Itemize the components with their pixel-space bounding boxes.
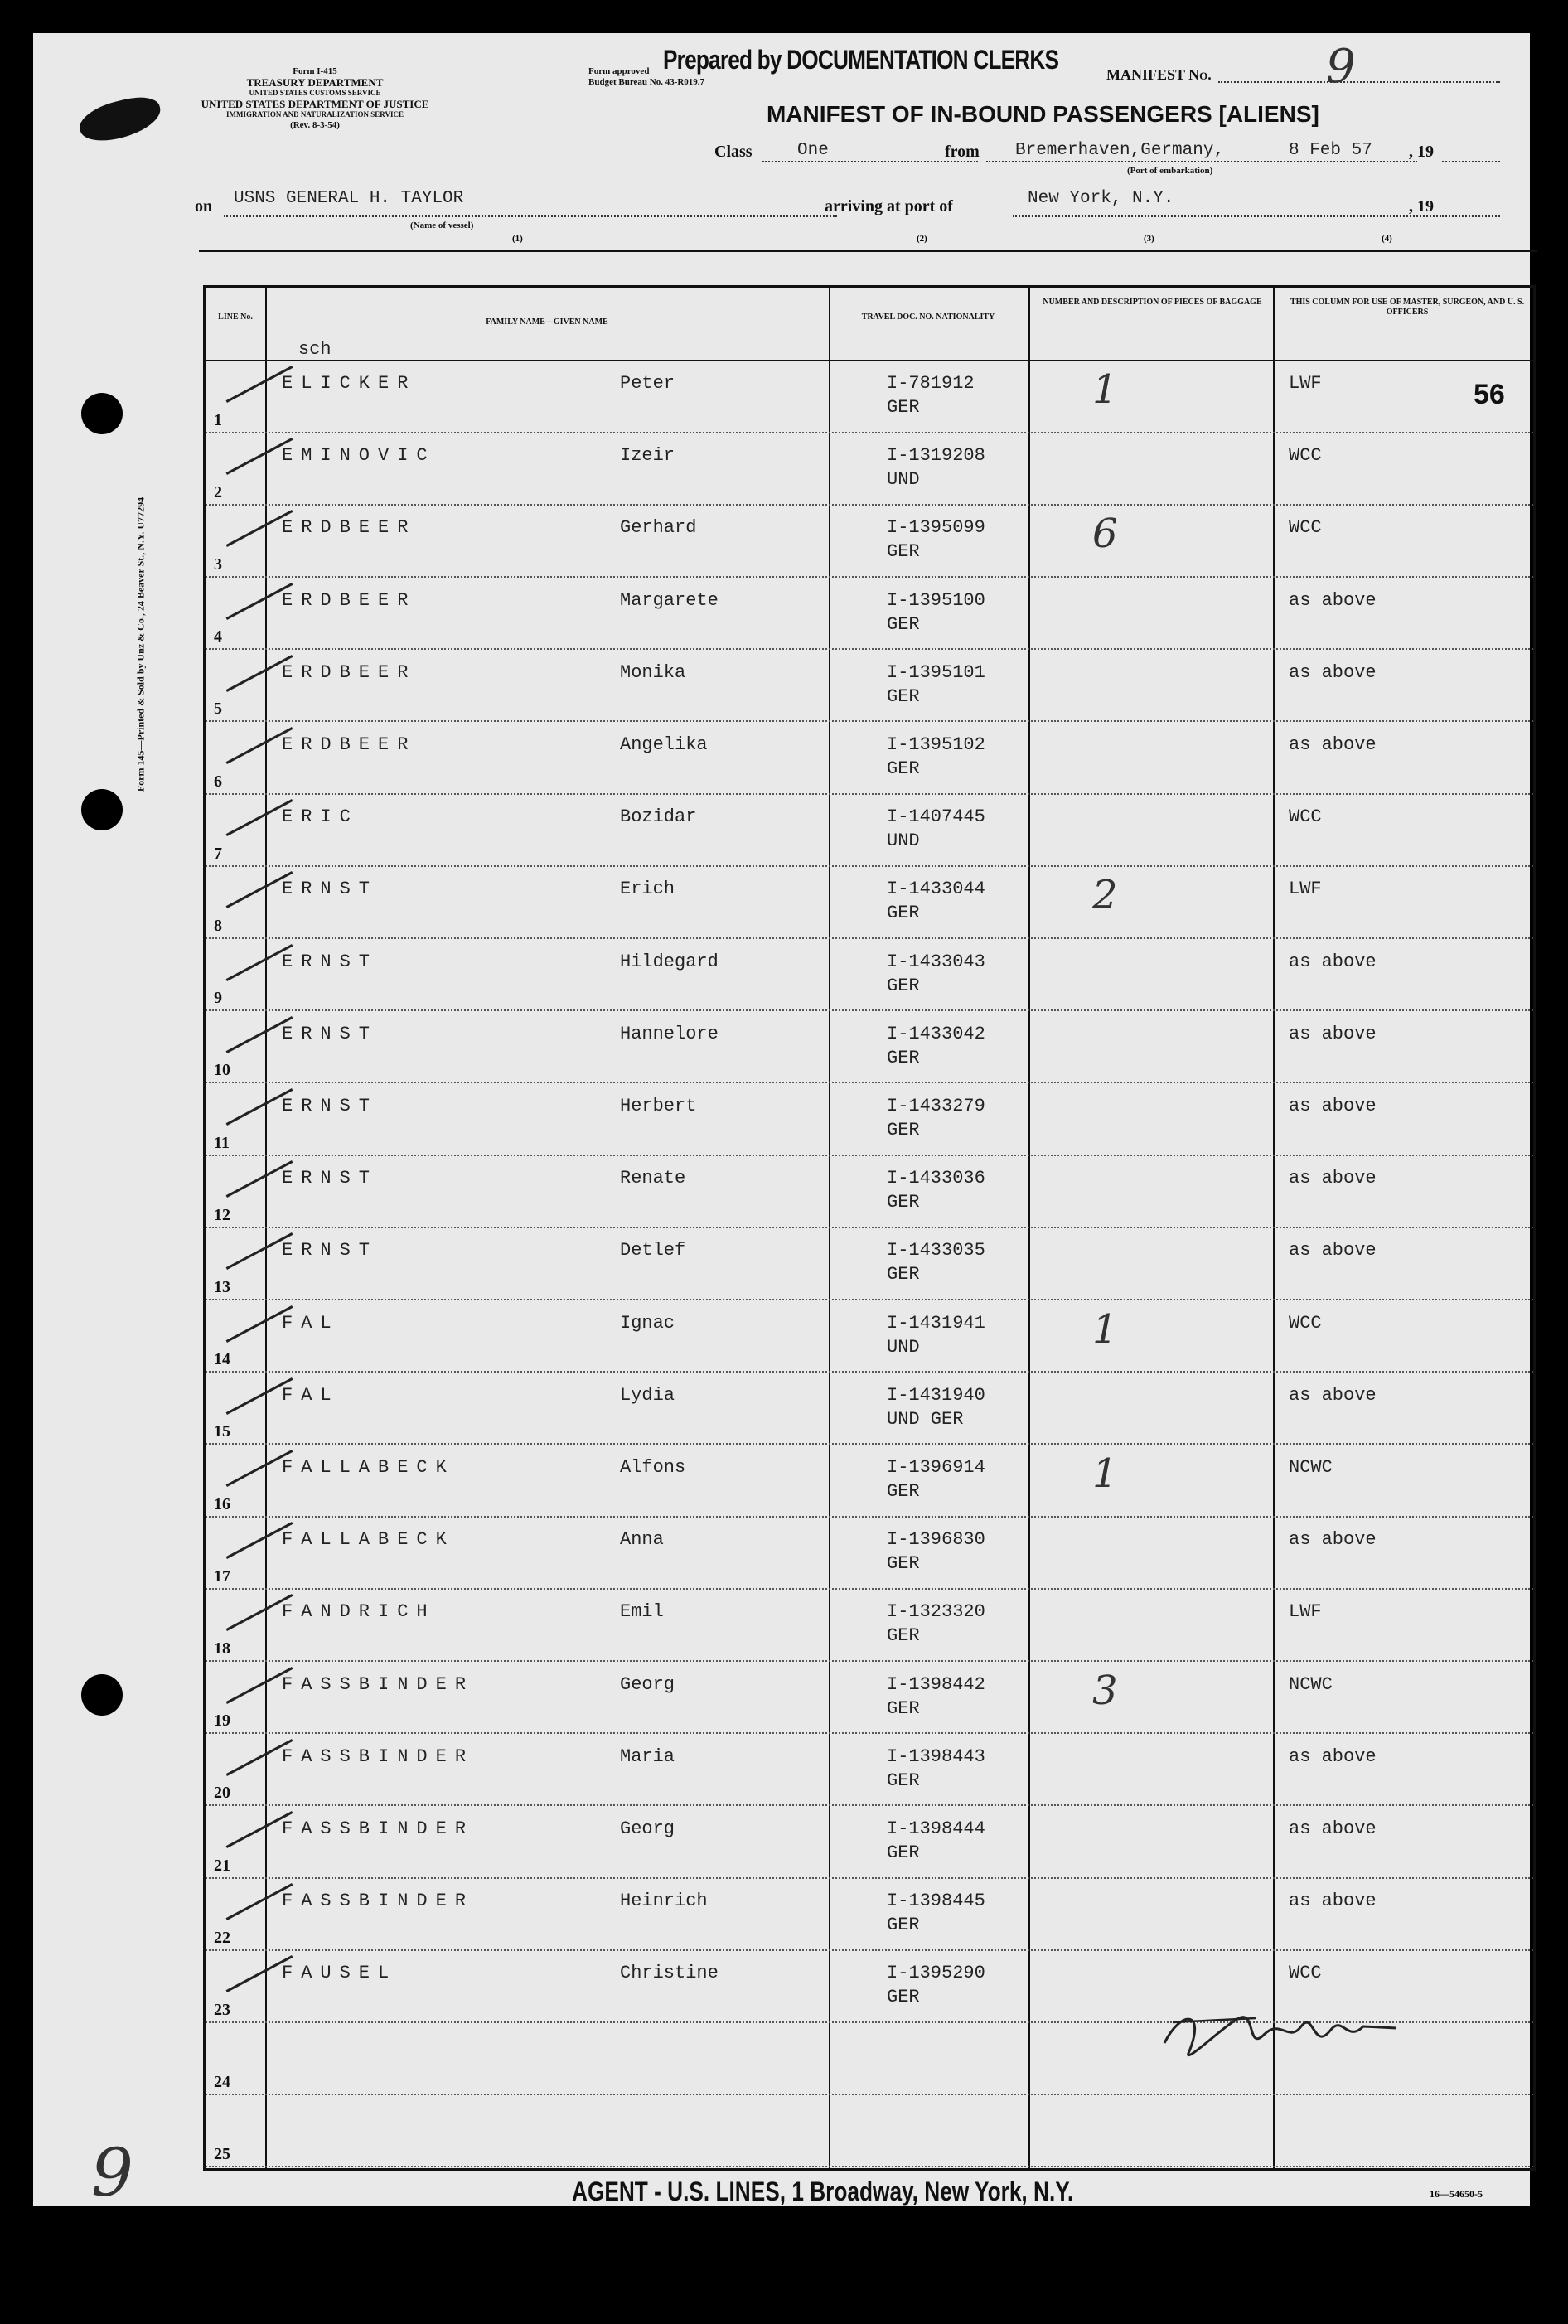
family-name: ERDBEER — [282, 517, 417, 539]
line-number: 8 — [214, 916, 222, 935]
table-row — [206, 1373, 1533, 1445]
manifest-no-value: 9 — [1326, 40, 1356, 94]
col-index-1: (1) — [512, 234, 523, 244]
officer-note: WCC — [1289, 517, 1322, 539]
arriving-line — [1013, 215, 1444, 217]
table-row — [206, 506, 1533, 578]
year-suffix: , 19 — [1409, 143, 1434, 161]
punch-hole — [81, 1674, 123, 1716]
given-name: Alfons — [620, 1457, 686, 1478]
table-row — [206, 1445, 1533, 1518]
family-name: ERNST — [282, 1168, 379, 1189]
customs-service: UNITED STATES CUSTOMS SERVICE — [249, 89, 381, 97]
nationality: GER — [887, 903, 920, 924]
officer-note: WCC — [1289, 806, 1322, 828]
travel-doc-no: I-1395102 — [887, 734, 985, 755]
family-name: ERNST — [282, 1096, 379, 1116]
given-name: Detlef — [620, 1240, 686, 1261]
form-code: 16—54650-5 — [1430, 2188, 1483, 2200]
travel-doc-no: I-1396830 — [887, 1529, 985, 1551]
line-number: 5 — [214, 700, 222, 719]
family-name: FANDRICH — [282, 1601, 436, 1623]
family-name: ERNST — [282, 1023, 379, 1044]
punch-hole — [81, 789, 123, 830]
prepared-by: Prepared by DOCUMENTATION CLERKS — [663, 45, 1059, 75]
family-name: ERNST — [282, 951, 379, 972]
ink-blot-icon — [75, 92, 165, 148]
table-row — [206, 1301, 1533, 1373]
family-name: FASSBINDER — [282, 1745, 475, 1767]
baggage-count: 2 — [1092, 872, 1118, 919]
travel-doc-no: I-1323320 — [887, 1601, 985, 1623]
officer-note: as above — [1289, 1745, 1377, 1767]
nationality: GER — [887, 1120, 920, 1140]
nationality: UND — [887, 830, 920, 852]
family-name: ERDBEER — [282, 661, 417, 683]
given-name: Anna — [620, 1529, 664, 1551]
line-number: 3 — [214, 554, 222, 574]
from-line — [986, 161, 1417, 162]
nationality: GER — [887, 613, 920, 635]
table-row — [206, 1228, 1533, 1300]
officer-note: as above — [1289, 1023, 1377, 1044]
justice-dept: UNITED STATES DEPARTMENT OF JUSTICE — [201, 98, 429, 110]
baggage-count: 1 — [1092, 1450, 1118, 1497]
travel-doc-no: I-1433279 — [887, 1096, 985, 1116]
officer-note: as above — [1289, 1891, 1377, 1912]
nationality: GER — [887, 1915, 920, 1936]
agency-block — [191, 66, 439, 131]
family-name: ELICKER — [282, 373, 417, 394]
given-name: Christine — [620, 1963, 719, 1984]
given-name: Emil — [620, 1601, 664, 1623]
baggage-count: 1 — [1092, 366, 1118, 413]
given-name: Renate — [620, 1168, 686, 1189]
manifest-no-label: MANIFEST No. — [1106, 66, 1212, 83]
travel-doc-no: I-1396914 — [887, 1457, 985, 1478]
officer-note: as above — [1289, 1384, 1377, 1406]
officer-note: WCC — [1289, 1312, 1322, 1334]
family-name: FALLABECK — [282, 1529, 455, 1551]
header-rule — [199, 250, 1537, 252]
nationality: GER — [887, 758, 920, 779]
header-line-no: LINE No. — [218, 312, 253, 322]
vessel-line — [224, 215, 837, 217]
line-number: 17 — [214, 1566, 230, 1586]
line-number: 10 — [214, 1061, 230, 1080]
given-name: Erich — [620, 879, 675, 900]
header-officers: THIS COLUMN FOR USE OF MASTER, SURGEON, AND U. S. OFFICERS — [1290, 298, 1525, 317]
travel-doc-no: I-1407445 — [887, 806, 985, 828]
officer-note: as above — [1289, 1818, 1377, 1839]
nationality: GER — [887, 1770, 920, 1791]
given-name: Ignac — [620, 1312, 675, 1334]
manifest-title: MANIFEST OF IN-BOUND PASSENGERS [ALIENS] — [767, 101, 1319, 127]
family-name: FASSBINDER — [282, 1891, 475, 1912]
nationality: UND — [887, 469, 920, 491]
table-body — [206, 361, 1533, 2168]
family-name: ERNST — [282, 1240, 379, 1261]
table-row — [206, 361, 1533, 433]
travel-doc-no: I-1433035 — [887, 1240, 985, 1261]
line-number: 1 — [214, 410, 222, 429]
baggage-count: 6 — [1092, 511, 1118, 558]
given-name: Hildegard — [620, 951, 719, 972]
year-line — [1442, 161, 1500, 162]
travel-doc-no: I-781912 — [887, 373, 975, 394]
table-row — [206, 1518, 1533, 1590]
treasury-dept: TREASURY DEPARTMENT — [246, 76, 384, 89]
form-number: Form I-415 — [293, 66, 337, 76]
nationality: GER — [887, 1047, 920, 1068]
officer-note: as above — [1289, 734, 1377, 755]
table-row — [206, 433, 1533, 506]
family-name: FALLABECK — [282, 1457, 455, 1478]
nationality: GER — [887, 1842, 920, 1863]
travel-doc-no: I-1398444 — [887, 1818, 985, 1839]
officer-note: LWF — [1289, 879, 1322, 900]
header-name: FAMILY NAME—GIVEN NAME — [486, 317, 608, 327]
table-row — [206, 867, 1533, 939]
nationality: GER — [887, 1553, 920, 1575]
on-label: on — [195, 197, 213, 215]
line-number: 18 — [214, 1639, 230, 1658]
table-row — [206, 2096, 1533, 2168]
form-approved: Form approved — [588, 66, 650, 76]
travel-doc-no: I-1395101 — [887, 661, 985, 683]
class-value: One — [797, 141, 829, 160]
nationality: GER — [887, 541, 920, 563]
col-index-4: (4) — [1382, 234, 1392, 244]
nationality: GER — [887, 685, 920, 707]
officer-note: as above — [1289, 1096, 1377, 1116]
revision: (Rev. 8-3-54) — [290, 120, 340, 130]
officer-note: as above — [1289, 1529, 1377, 1551]
table-row — [206, 1156, 1533, 1228]
line-number: 16 — [214, 1494, 230, 1513]
given-name: Georg — [620, 1673, 675, 1695]
officer-note: as above — [1289, 951, 1377, 972]
given-name: Lydia — [620, 1384, 675, 1406]
travel-doc-no: I-1431941 — [887, 1312, 985, 1334]
line-number: 25 — [214, 2145, 230, 2164]
port-embark-caption: (Port of embarkation) — [1127, 166, 1213, 176]
punch-hole — [81, 393, 123, 434]
family-name: ERIC — [282, 806, 359, 828]
officer-note: as above — [1289, 661, 1377, 683]
table-row — [206, 1663, 1533, 1735]
line-number: 24 — [214, 2073, 230, 2092]
table-row — [206, 1590, 1533, 1662]
nationality: UND GER — [887, 1408, 964, 1430]
travel-doc-no: I-1433042 — [887, 1023, 985, 1044]
baggage-count: 3 — [1092, 1667, 1118, 1714]
table-row — [206, 651, 1533, 723]
given-name: Angelika — [620, 734, 708, 755]
page-mark: 9 — [91, 2134, 133, 2211]
manifest-table — [203, 285, 1536, 2171]
given-name: Maria — [620, 1745, 675, 1767]
line-number: 14 — [214, 1350, 230, 1369]
officer-note: WCC — [1289, 1963, 1322, 1984]
table-row — [206, 1879, 1533, 1951]
nationality: GER — [887, 1987, 920, 2008]
nationality: GER — [887, 1625, 920, 1647]
manifest-sheet — [33, 33, 1530, 2211]
officer-note: as above — [1289, 1240, 1377, 1261]
given-name: Herbert — [620, 1096, 697, 1116]
line-number: 19 — [214, 1712, 230, 1731]
line-number: 11 — [214, 1133, 230, 1152]
class-label: Class — [714, 143, 753, 161]
name-note: sch — [298, 339, 332, 360]
travel-doc-no: I-1433044 — [887, 879, 985, 900]
table-row — [206, 1084, 1533, 1156]
table-row — [206, 1735, 1533, 1807]
officer-note: LWF — [1289, 1601, 1322, 1623]
given-name: Hannelore — [620, 1023, 719, 1044]
manifest-no-line — [1218, 81, 1500, 83]
given-name: Heinrich — [620, 1891, 708, 1912]
nationality: GER — [887, 397, 920, 418]
line-number: 4 — [214, 627, 222, 646]
vessel-caption: (Name of vessel) — [410, 220, 474, 230]
arriving-value: New York, N.Y. — [1028, 189, 1174, 208]
officer-note: LWF — [1289, 373, 1322, 394]
line-number: 21 — [214, 1856, 230, 1875]
given-name: Monika — [620, 661, 686, 683]
line-number: 9 — [214, 989, 222, 1008]
family-name: FASSBINDER — [282, 1673, 475, 1695]
family-name: EMINOVIC — [282, 445, 436, 467]
line-number: 2 — [214, 482, 222, 501]
line-number: 6 — [214, 772, 222, 791]
line-number: 7 — [214, 844, 222, 863]
line-number: 15 — [214, 1422, 230, 1441]
table-row — [206, 795, 1533, 867]
officer-note: as above — [1289, 589, 1377, 611]
officer-note: WCC — [1289, 445, 1322, 467]
table-row — [206, 723, 1533, 795]
table-row — [206, 579, 1533, 651]
table-row — [206, 1012, 1533, 1084]
line-number: 22 — [214, 1928, 230, 1947]
travel-doc-no: I-1398445 — [887, 1891, 985, 1912]
nationality: GER — [887, 1264, 920, 1285]
family-name: FAL — [282, 1312, 340, 1334]
travel-doc-no: I-1395100 — [887, 589, 985, 611]
travel-doc-no: I-1395099 — [887, 517, 985, 539]
arriving-label: arriving at port of — [825, 197, 953, 215]
officer-signature — [1156, 1993, 1405, 2068]
nationality: UND — [887, 1336, 920, 1358]
table-row — [206, 940, 1533, 1012]
family-name: ERDBEER — [282, 734, 417, 755]
year-suffix-2: , 19 — [1409, 197, 1434, 215]
given-name: Izeir — [620, 445, 675, 467]
nationality: GER — [887, 1192, 920, 1213]
ins-service: IMMIGRATION AND NATURALIZATION SERVICE — [226, 110, 404, 119]
officer-note: 56 — [1474, 379, 1505, 410]
family-name: FAL — [282, 1384, 340, 1406]
from-label: from — [945, 143, 980, 161]
printer-credit: Form 145—Printed & Sold by Unz & Co., 24 Beaver St., N.Y. U77294 — [134, 496, 147, 792]
year-line-2 — [1442, 215, 1500, 217]
officer-note: NCWC — [1289, 1457, 1333, 1478]
col-index-3: (3) — [1144, 234, 1154, 244]
budget-bureau: Budget Bureau No. 43-R019.7 — [588, 77, 705, 87]
travel-doc-no: I-1398443 — [887, 1745, 985, 1767]
travel-doc-no: I-1433036 — [887, 1168, 985, 1189]
family-name: FASSBINDER — [282, 1818, 475, 1839]
line-number: 20 — [214, 1784, 230, 1803]
header-doc: TRAVEL DOC. NO. NATIONALITY — [861, 312, 995, 322]
from-value: Bremerhaven,Germany, — [1015, 141, 1225, 160]
given-name: Gerhard — [620, 517, 697, 539]
line-number: 12 — [214, 1205, 230, 1224]
nationality: GER — [887, 1481, 920, 1502]
travel-doc-no: I-1395290 — [887, 1963, 985, 1984]
given-name: Bozidar — [620, 806, 697, 828]
nationality: GER — [887, 975, 920, 996]
given-name: Peter — [620, 373, 675, 394]
travel-doc-no: I-1398442 — [887, 1673, 985, 1695]
travel-doc-no: I-1433043 — [887, 951, 985, 972]
table-row — [206, 1807, 1533, 1879]
date-value: 8 Feb 57 — [1289, 141, 1372, 160]
given-name: Margarete — [620, 589, 719, 611]
vessel-value: USNS GENERAL H. TAYLOR — [234, 189, 464, 208]
family-name: ERDBEER — [282, 589, 417, 611]
family-name: FAUSEL — [282, 1963, 398, 1984]
baggage-count: 1 — [1092, 1305, 1118, 1353]
agent-line: AGENT - U.S. LINES, 1 Broadway, New York, N.Y. — [572, 2176, 1074, 2206]
family-name: ERNST — [282, 879, 379, 900]
travel-doc-no: I-1319208 — [887, 445, 985, 467]
nationality: GER — [887, 1697, 920, 1719]
given-name: Georg — [620, 1818, 675, 1839]
col-index-2: (2) — [917, 234, 927, 244]
header-baggage: NUMBER AND DESCRIPTION OF PIECES OF BAGGAGE — [1043, 298, 1262, 307]
line-number: 23 — [214, 2000, 230, 2019]
officer-note: as above — [1289, 1168, 1377, 1189]
officer-note: NCWC — [1289, 1673, 1333, 1695]
line-number: 13 — [214, 1277, 230, 1296]
travel-doc-no: I-1431940 — [887, 1384, 985, 1406]
